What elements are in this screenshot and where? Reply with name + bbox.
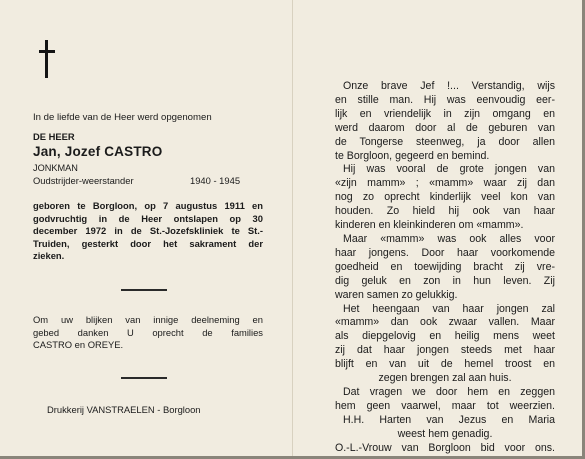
role-years: 1940 - 1945 — [190, 175, 241, 186]
left-panel — [33, 0, 273, 456]
thanks-text — [33, 314, 263, 352]
bio-line: godvruchtig in de Heer ontslapen op 30 — [33, 212, 263, 224]
divider — [121, 377, 167, 379]
poem-line: blijft en van uit de hemel troost en — [335, 358, 555, 371]
title-text: DE HEER — [33, 131, 75, 142]
poem-line: houden. Zo hield hij ook van haar — [335, 205, 555, 218]
poem-line: als diepgelovig en heilig mens weet — [335, 330, 555, 343]
right-panel — [335, 80, 555, 455]
bio-line: zieken. — [33, 250, 65, 262]
poem-line: O.-L.-Vrouw van Borgloon bid voor ons. — [335, 441, 555, 454]
thanks-line: gebed danken U oprecht de families — [33, 326, 263, 338]
poem-line: Maar «mamm» was ook alles voor — [343, 232, 555, 245]
poem-line: «zijn mamm» ; «mamm» waar zij dan — [335, 177, 555, 190]
poem-line: weest hem genadig. — [397, 427, 493, 440]
poem-line: zegen brengen zal aan huis. — [378, 372, 512, 385]
card-fold — [292, 0, 293, 456]
intro-text: In de liefde van de Heer werd opgenomen — [33, 112, 212, 123]
poem-line: haar jongens. Door haar voorkomende — [335, 246, 555, 259]
biography — [33, 200, 263, 263]
cross-icon — [39, 40, 55, 78]
bio-line: Truiden, gesterkt door het sakrament der — [33, 237, 263, 249]
poem-line: nog zo oprecht kinderlijk veel kon van — [335, 191, 555, 204]
poem-line: Het heengaan van haar jongen zal — [343, 302, 555, 315]
bio-line: december 1972 in de St.-Jozefskliniek te St.- — [33, 225, 263, 237]
poem-line: lijk en vriendelijk in zijn omgang en — [335, 107, 555, 120]
poem-line: waren samen zo gelukkig. — [335, 288, 458, 301]
poem-line: kinderen en kleinkinderen om «mamm». — [335, 219, 524, 232]
poem-line: hem geen vaarwel, maar tot weerzien. — [335, 399, 555, 412]
poem-line: Dat vragen we door hem en zeggen — [343, 385, 555, 398]
printer-credit: Drukkerij VANSTRAELEN - Borgloon — [47, 404, 201, 415]
divider — [121, 289, 167, 291]
poem-line: de Tongerse steenweg, ja door allen — [335, 135, 555, 148]
poem-line: H.H. Harten van Jezus en Maria — [343, 413, 555, 426]
role-line — [33, 175, 241, 187]
poem-line: en stille man. Hij was eenvoudig eer- — [335, 93, 555, 106]
poem-line: goedheid en toewijding bracht zij vre- — [335, 260, 555, 273]
poem-line: werd daarom door al de geburen van — [335, 121, 555, 134]
thanks-line: Om uw blijken van innige deelneming en — [33, 314, 263, 325]
deceased-name: Jan, Jozef CASTRO — [33, 144, 163, 159]
poem-line: Onze brave Jef !... Verstandig, wijs — [343, 80, 555, 92]
bio-line: geboren te Borgloon, op 7 augustus 1911 en — [33, 200, 263, 211]
poem-line: te Borgloon, gegeerd en bemind. — [335, 149, 490, 162]
poem-line: «mamm» dan ook zwaar vallen. Maar — [335, 316, 555, 329]
nickname-text: JONKMAN — [33, 163, 78, 173]
thanks-line: CASTRO en OREYE. — [33, 339, 124, 351]
poem-line: dig geluk en zon in hun leven. Zij — [335, 274, 555, 287]
poem-line: Hij was vooral de grote jongen van — [343, 163, 555, 176]
role-text: Oudstrijder-weerstander — [33, 175, 134, 186]
poem-line: zij dat haar jongen steeds met haar — [335, 344, 555, 357]
